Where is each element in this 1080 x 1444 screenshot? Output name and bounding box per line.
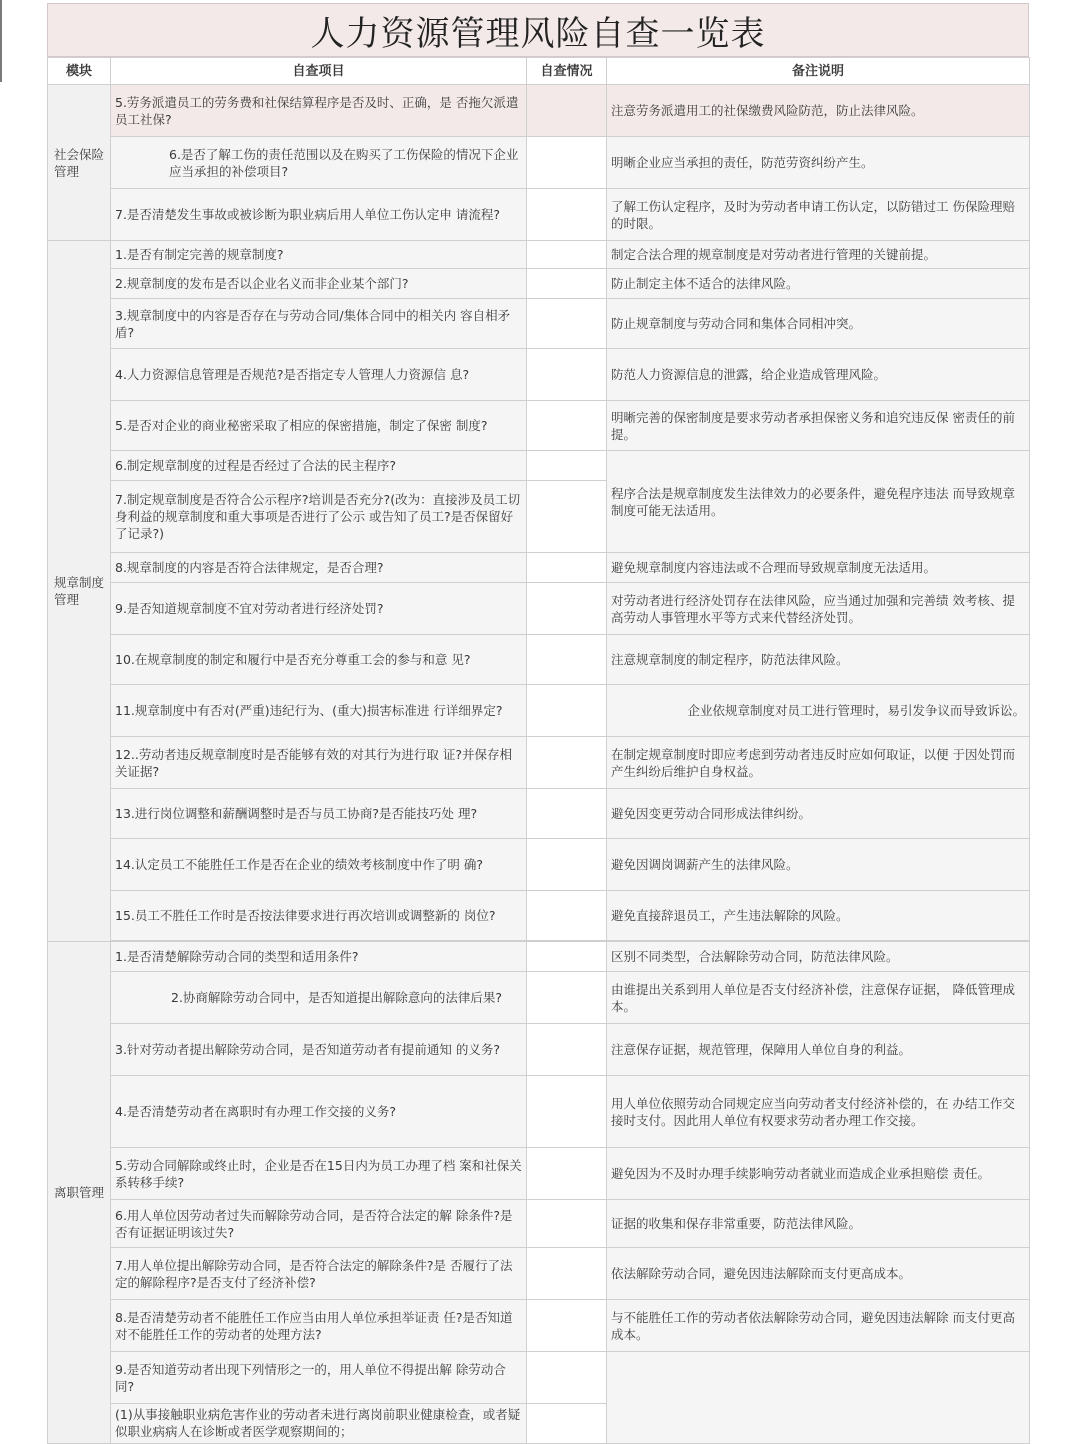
header-item: 自查项目 xyxy=(111,58,527,85)
table-row xyxy=(48,1148,1030,1200)
table-row xyxy=(48,85,1030,137)
status-cell[interactable] xyxy=(527,137,607,189)
table-row xyxy=(48,349,1030,401)
header-row xyxy=(48,58,1030,85)
item-cell: 1.是否有制定完善的规章制度? xyxy=(111,241,527,269)
status-cell[interactable] xyxy=(527,789,607,839)
note-cell: 与不能胜任工作的劳动者依法解除劳动合同，避免因违法解除 而支付更高成本。 xyxy=(607,1300,1030,1352)
status-cell[interactable] xyxy=(527,737,607,789)
table-row xyxy=(48,891,1030,941)
table-row xyxy=(48,789,1030,839)
status-cell[interactable] xyxy=(527,1148,607,1200)
item-cell: 7.制定规章制度是否符合公示程序?培训是否充分?(改为：直接涉及员工切身利益的规章制度和重大事项是否进行了公示 或告知了员工?是否保留好了记录?) xyxy=(111,481,527,553)
status-cell[interactable] xyxy=(527,1248,607,1300)
table-row xyxy=(48,972,1030,1024)
item-cell: 13.进行岗位调整和薪酬调整时是否与员工协商?是否能技巧处 理? xyxy=(111,789,527,839)
item-cell: 8.是否清楚劳动者不能胜任工作应当由用人单位承担举证责 任?是否知道对不能胜任工作的劳动者的处理方法? xyxy=(111,1300,527,1352)
status-cell[interactable] xyxy=(527,1024,607,1076)
table-row xyxy=(48,241,1030,269)
item-cell: 3.针对劳动者提出解除劳动合同，是否知道劳动者有提前通知 的义务? xyxy=(111,1024,527,1076)
table-row xyxy=(48,137,1030,189)
item-cell: 4.人力资源信息管理是否规范?是否指定专人管理人力资源信 息? xyxy=(111,349,527,401)
header-status: 自查情况 xyxy=(527,58,607,85)
module-cell-social-insurance: 社会保险管理 xyxy=(48,85,111,241)
note-cell: 区别不同类型，合法解除劳动合同，防范法律风险。 xyxy=(607,942,1030,972)
table-row xyxy=(48,1200,1030,1248)
status-cell[interactable] xyxy=(527,1200,607,1248)
note-cell: 避免因变更劳动合同形成法律纠纷。 xyxy=(607,789,1030,839)
note-cell: 避免直接辞退员工，产生违法解除的风险。 xyxy=(607,891,1030,941)
note-cell: 注意劳务派遣用工的社保缴费风险防范，防止法律风险。 xyxy=(607,85,1030,137)
status-cell[interactable] xyxy=(527,189,607,241)
status-cell[interactable] xyxy=(527,553,607,583)
note-cell: 企业依规章制度对员工进行管理时，易引发争议而导致诉讼。 xyxy=(607,685,1030,737)
header-module: 模块 xyxy=(48,58,111,85)
table-row xyxy=(48,839,1030,891)
table-row xyxy=(48,189,1030,241)
status-cell[interactable] xyxy=(527,685,607,737)
risk-checklist-sheet xyxy=(47,3,1029,1444)
window-edge xyxy=(0,0,2,82)
status-cell[interactable] xyxy=(527,1404,607,1444)
note-cell: 防范人力资源信息的泄露，给企业造成管理风险。 xyxy=(607,349,1030,401)
item-cell: 11.规章制度中有否对(严重)违纪行为、(重大)损害标准进 行详细界定? xyxy=(111,685,527,737)
table-row xyxy=(48,1248,1030,1300)
table-row xyxy=(48,553,1030,583)
status-cell[interactable] xyxy=(527,972,607,1024)
status-cell[interactable] xyxy=(527,942,607,972)
note-cell: 避免因调岗调薪产生的法律风险。 xyxy=(607,839,1030,891)
item-cell: 14.认定员工不能胜任工作是否在企业的绩效考核制度中作了明 确? xyxy=(111,839,527,891)
status-cell[interactable] xyxy=(527,583,607,635)
note-cell: 防止规章制度与劳动合同和集体合同相冲突。 xyxy=(607,299,1030,349)
table-row xyxy=(48,685,1030,737)
table-row xyxy=(48,1024,1030,1076)
item-cell: 3.规章制度中的内容是否存在与劳动合同/集体合同中的相关内 容自相矛盾? xyxy=(111,299,527,349)
status-cell[interactable] xyxy=(527,401,607,451)
status-cell[interactable] xyxy=(527,891,607,941)
table-row xyxy=(48,401,1030,451)
item-cell: 5.劳务派遣员工的劳务费和社保结算程序是否及时、正确，是 否拖欠派遣员工社保? xyxy=(111,85,527,137)
note-cell: 依法解除劳动合同，避免因违法解除而支付更高成本。 xyxy=(607,1248,1030,1300)
status-cell[interactable] xyxy=(527,481,607,553)
note-cell: 由谁提出关系到用人单位是否支付经济补偿，注意保存证据， 降低管理成本。 xyxy=(607,972,1030,1024)
note-cell: 注意规章制度的制定程序，防范法律风险。 xyxy=(607,635,1030,685)
item-cell: 6.制定规章制度的过程是否经过了合法的民主程序? xyxy=(111,451,527,481)
table-row xyxy=(48,1352,1030,1404)
status-cell[interactable] xyxy=(527,241,607,269)
note-cell: 在制定规章制度时即应考虑到劳动者违反时应如何取证，以便 于因处罚而产生纠纷后维护自身权益。 xyxy=(607,737,1030,789)
item-cell: 1.是否清楚解除劳动合同的类型和适用条件? xyxy=(111,942,527,972)
item-cell: 7.是否清楚发生事故或被诊断为职业病后用人单位工伤认定申 请流程? xyxy=(111,189,527,241)
page-title: 人力资源管理风险自查一览表 xyxy=(47,3,1029,57)
item-cell: 15.员工不胜任工作时是否按法律要求进行再次培训或调整新的 岗位? xyxy=(111,891,527,941)
item-cell: 2.规章制度的发布是否以企业名义而非企业某个部门? xyxy=(111,269,527,299)
item-cell: 8.规章制度的内容是否符合法律规定，是否合理? xyxy=(111,553,527,583)
note-cell: 证据的收集和保存非常重要，防范法律风险。 xyxy=(607,1200,1030,1248)
status-cell[interactable] xyxy=(527,299,607,349)
status-cell[interactable] xyxy=(527,451,607,481)
note-cell: 用人单位依照劳动合同规定应当向劳动者支付经济补偿的，在 办结工作交接时支付。因此用人单位有权要求劳动者办理工作交接。 xyxy=(607,1076,1030,1148)
table-row xyxy=(48,583,1030,635)
table-row xyxy=(48,451,1030,481)
item-cell: 12..劳动者违反规章制度时是否能够有效的对其行为进行取 证?并保存相关证据? xyxy=(111,737,527,789)
item-cell: 5.劳动合同解除或终止时，企业是否在15日内为员工办理了档 案和社保关系转移手续? xyxy=(111,1148,527,1200)
item-cell: 9.是否知道规章制度不宜对劳动者进行经济处罚? xyxy=(111,583,527,635)
status-cell[interactable] xyxy=(527,839,607,891)
note-cell: 制定合法合理的规章制度是对劳动者进行管理的关键前提。 xyxy=(607,241,1030,269)
item-cell: 9.是否知道劳动者出现下列情形之一的，用人单位不得提出解 除劳动合同? xyxy=(111,1352,527,1404)
note-cell: 明晰企业应当承担的责任，防范劳资纠纷产生。 xyxy=(607,137,1030,189)
table-row xyxy=(48,269,1030,299)
item-cell: 10.在规章制度的制定和履行中是否充分尊重工会的参与和意 见? xyxy=(111,635,527,685)
note-cell: 注意保存证据，规范管理，保障用人单位自身的利益。 xyxy=(607,1024,1030,1076)
note-cell xyxy=(607,1352,1030,1444)
item-cell: 6.用人单位因劳动者过失而解除劳动合同，是否符合法定的解 除条件?是否有证据证明该过失? xyxy=(111,1200,527,1248)
status-cell[interactable] xyxy=(527,1300,607,1352)
item-cell: 4.是否清楚劳动者在离职时有办理工作交接的义务? xyxy=(111,1076,527,1148)
item-cell: 5.是否对企业的商业秘密采取了相应的保密措施，制定了保密 制度? xyxy=(111,401,527,451)
status-cell[interactable] xyxy=(527,1076,607,1148)
table-row xyxy=(48,1300,1030,1352)
header-note: 备注说明 xyxy=(607,58,1030,85)
module-cell-rules: 规章制度管理 xyxy=(48,241,111,942)
table-row xyxy=(48,635,1030,685)
item-cell: 2.协商解除劳动合同中，是否知道提出解除意向的法律后果? xyxy=(111,972,527,1024)
table-row xyxy=(48,942,1030,972)
note-cell: 了解工伤认定程序，及时为劳动者申请工伤认定，以防错过工 伤保险理赔的时限。 xyxy=(607,189,1030,241)
module-cell-resignation: 离职管理 xyxy=(48,942,111,1444)
status-cell[interactable] xyxy=(527,269,607,299)
note-cell: 对劳动者进行经济处罚存在法律风险，应当通过加强和完善绩 效考核、提高劳动人事管理水平等方式来代替经济处罚。 xyxy=(607,583,1030,635)
status-cell[interactable] xyxy=(527,349,607,401)
note-cell: 避免因为不及时办理手续影响劳动者就业而造成企业承担赔偿 责任。 xyxy=(607,1148,1030,1200)
status-cell[interactable] xyxy=(527,635,607,685)
item-cell: 7.用人单位提出解除劳动合同，是否符合法定的解除条件?是 否履行了法定的解除程序?是否支付了经济补偿? xyxy=(111,1248,527,1300)
table-row xyxy=(48,1076,1030,1148)
note-cell: 明晰完善的保密制度是要求劳动者承担保密义务和追究违反保 密责任的前提。 xyxy=(607,401,1030,451)
checklist-table xyxy=(47,57,1030,1444)
item-cell: (1)从事接触职业病危害作业的劳动者未进行离岗前职业健康检查，或者疑似职业病病人在诊断或者医学观察期间的； xyxy=(111,1404,527,1444)
status-cell[interactable] xyxy=(527,1352,607,1404)
table-row xyxy=(48,737,1030,789)
item-cell: 6.是否了解工伤的责任范围以及在购买了工伤保险的情况下企业应当承担的补偿项目? xyxy=(111,137,527,189)
status-cell[interactable] xyxy=(527,85,607,137)
note-cell: 避免规章制度内容违法或不合理而导致规章制度无法适用。 xyxy=(607,553,1030,583)
note-cell: 程序合法是规章制度发生法律效力的必要条件，避免程序违法 而导致规章制度可能无法适用。 xyxy=(607,451,1030,553)
table-row xyxy=(48,299,1030,349)
note-cell: 防止制定主体不适合的法律风险。 xyxy=(607,269,1030,299)
